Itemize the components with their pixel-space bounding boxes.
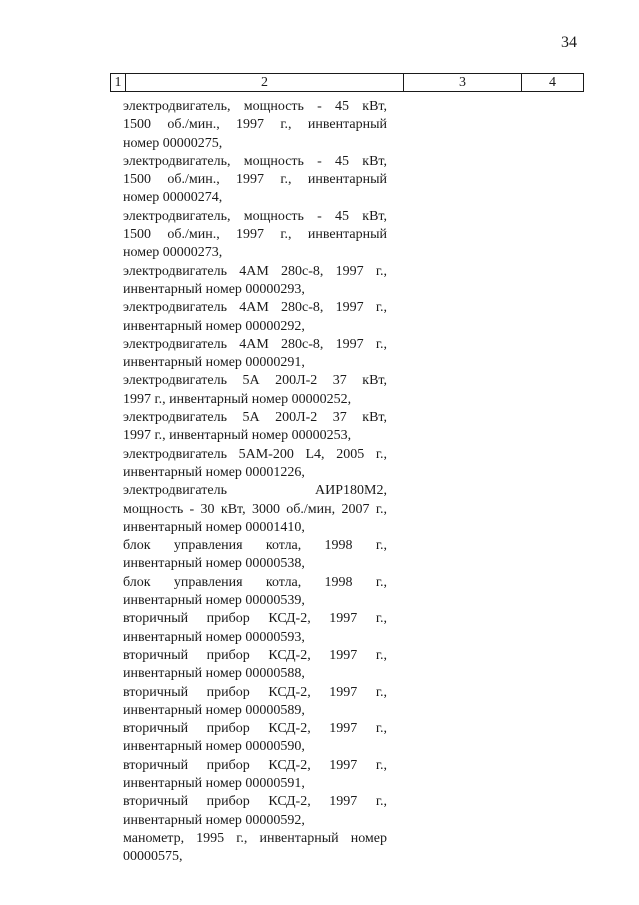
column-header-2: 2: [125, 74, 403, 91]
column-header-3: 3: [403, 74, 521, 91]
column-header-1: 1: [114, 75, 122, 90]
text-line: 1500 об./мин., 1997 г., инвентарный: [123, 117, 387, 133]
text-line: 1500 об./мин., 1997 г., инвентарный: [123, 227, 387, 243]
text-line: инвентарный номер 00001410,: [123, 519, 305, 535]
text-line: номер 00000275,: [123, 135, 223, 151]
text-line: электродвигатель 5А 200Л-2 37 кВт,: [123, 410, 387, 426]
text-line: 1997 г., инвентарный номер 00000252,: [123, 391, 352, 407]
text-line: инвентарный номер 00000291,: [123, 355, 305, 371]
text-line: инвентарный номер 00000538,: [123, 556, 305, 572]
text-line: вторичный прибор КСД-2, 1997 г.,: [123, 721, 387, 737]
text-line: вторичный прибор КСД-2, 1997 г.,: [123, 684, 387, 700]
text-line: электродвигатель 4АМ 280с-8, 1997 г.,: [123, 336, 387, 352]
text-line: блок управления котла, 1998 г.,: [123, 574, 387, 590]
asset-list-text: [123, 98, 387, 866]
text-line: вторичный прибор КСД-2, 1997 г.,: [123, 611, 387, 627]
text-line: номер 00000273,: [123, 245, 223, 261]
text-line: 00000575,: [123, 849, 183, 865]
text-line: электродвигатель 5А 200Л-2 37 кВт,: [123, 373, 387, 389]
text-line: манометр, 1995 г., инвентарный номер: [123, 830, 387, 846]
text-line: инвентарный номер 00001226,: [123, 464, 305, 480]
page-number: 34: [561, 34, 577, 51]
text-line: электродвигатель 5АМ-200 L4, 2005 г.,: [123, 446, 387, 462]
table-header-row: [110, 73, 584, 92]
text-line: инвентарный номер 00000588,: [123, 666, 305, 682]
text-line: вторичный прибор КСД-2, 1997 г.,: [123, 757, 387, 773]
text-line: блок управления котла, 1998 г.,: [123, 538, 387, 554]
text-line: номер 00000274,: [123, 190, 223, 206]
text-line: электродвигатель, мощность - 45 кВт,: [123, 153, 387, 169]
text-line: электродвигатель 4АМ 280с-8, 1997 г.,: [123, 263, 387, 279]
text-line: инвентарный номер 00000590,: [123, 739, 305, 755]
text-line: 1997 г., инвентарный номер 00000253,: [123, 428, 352, 444]
text-line: электродвигатель, мощность - 45 кВт,: [123, 208, 387, 224]
text-line: электродвигатель 4АМ 280с-8, 1997 г.,: [123, 300, 387, 316]
text-line: 1500 об./мин., 1997 г., инвентарный: [123, 172, 387, 188]
text-line: инвентарный номер 00000292,: [123, 318, 305, 334]
text-line: электродвигатель, мощность - 45 кВт,: [123, 99, 387, 114]
text-line: инвентарный номер 00000593,: [123, 629, 305, 645]
column-header-4: 4: [521, 74, 583, 91]
text-line: электродвигатель АИР180М2,: [123, 483, 387, 499]
text-line: инвентарный номер 00000592,: [123, 812, 305, 828]
text-line: инвентарный номер 00000293,: [123, 281, 305, 297]
text-line: инвентарный номер 00000539,: [123, 593, 305, 609]
text-line: инвентарный номер 00000589,: [123, 702, 305, 718]
text-line: вторичный прибор КСД-2, 1997 г.,: [123, 794, 387, 810]
text-line: мощность - 30 кВт, 3000 об./мин, 2007 г.,: [123, 501, 387, 517]
text-line: вторичный прибор КСД-2, 1997 г.,: [123, 647, 387, 663]
text-line: инвентарный номер 00000591,: [123, 775, 305, 791]
